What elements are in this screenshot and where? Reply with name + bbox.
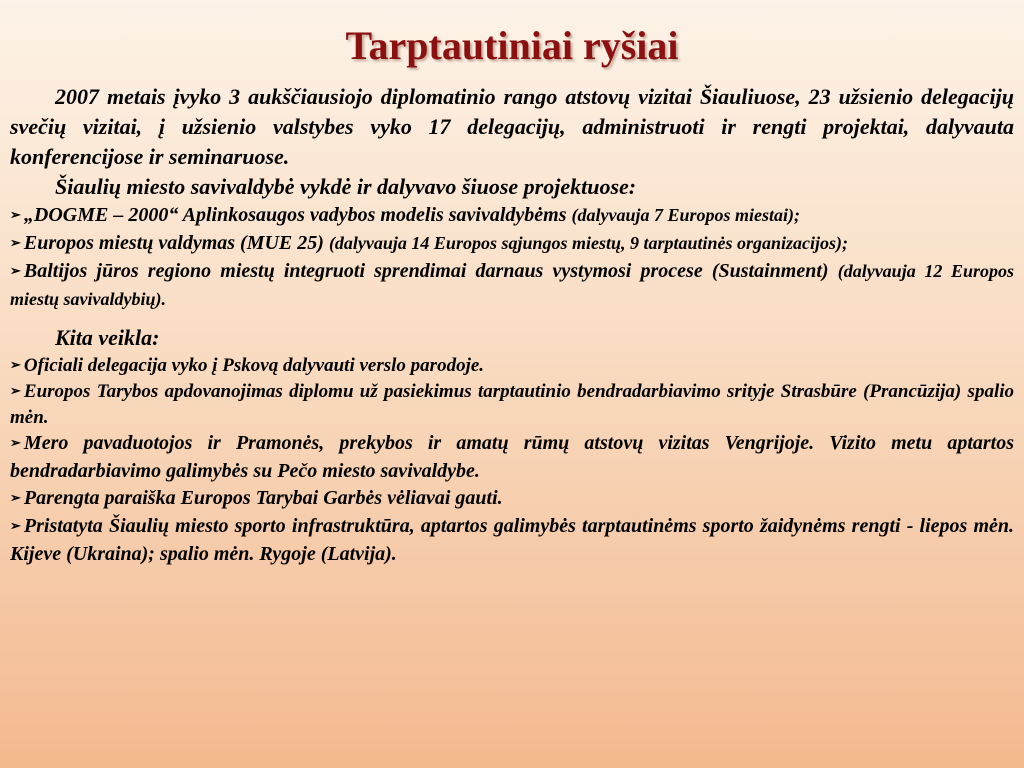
other-heading: Kita veikla: — [55, 325, 160, 350]
other-item — [10, 353, 1014, 379]
arrow-right-icon: ➢ — [10, 357, 21, 372]
project-text: „DOGME – 2000“ Aplinkosaugos vadybos modelis savivaldybėms — [23, 204, 567, 226]
arrow-right-icon: ➢ — [10, 518, 21, 533]
project-note: (dalyvauja 12 Europos miestų savivaldybių). — [10, 261, 1015, 309]
project-item — [10, 258, 1014, 313]
other-item — [10, 485, 1014, 513]
other-text: Oficiali delegacija vyko į Pskovą dalyvauti verslo parodoje. — [23, 355, 485, 376]
other-text: Europos Tarybos apdovanojimas diplomu už pasiekimus tarptautinio bendradarbiavimo srityje Strasbūre (Prancūzija) spalio mėn. — [10, 381, 1014, 428]
other-text: Mero pavaduotojos ir Pramonės, prekybos ir amatų rūmų atstovų vizitas Vengrijoje. Vizito metu aptartos bendradarbiavimo galimybės su Pečo miesto savivaldybe. — [10, 432, 1014, 482]
project-note: (dalyvauja 14 Europos sąjungos miestų, 9 tarptautinės organizacijos); — [328, 233, 849, 253]
other-item — [10, 379, 1014, 430]
arrow-right-icon: ➢ — [10, 435, 21, 450]
project-item — [10, 230, 1014, 258]
arrow-right-icon: ➢ — [10, 263, 21, 278]
other-item — [10, 430, 1014, 485]
arrow-right-icon: ➢ — [10, 383, 21, 398]
project-note: (dalyvauja 7 Europos miestai); — [571, 205, 800, 225]
arrow-right-icon: ➢ — [10, 490, 21, 505]
project-item — [10, 202, 1014, 230]
other-text: Parengta paraiška Europos Tarybai Garbės vėliavai gauti. — [23, 487, 503, 509]
project-text: Baltijos jūros regiono miestų integruoti sprendimai darnaus vystymosi procese (Sustainment) — [23, 260, 829, 282]
arrow-right-icon: ➢ — [10, 235, 21, 250]
arrow-right-icon: ➢ — [10, 207, 21, 222]
slide-title: Tarptautiniai ryšiai — [345, 23, 679, 68]
other-text: Pristatyta Šiaulių miesto sporto infrastruktūra, aptartos galimybės tarptautinėms sporto žaidynėms rengti - liepos mėn. Kijeve (Ukraina); spalio mėn. Rygoje (Latvija). — [10, 515, 1014, 565]
intro-paragraph: 2007 metais įvyko 3 aukščiausiojo diplomatinio rango atstovų vizitai Šiauliuose, 23 užsienio delegacijų svečių vizitai, į užsienio valstybes vyko 17 delegacijų, administruoti ir rengti projektai, dalyvauta konferencijose ir seminaruose. — [10, 84, 1014, 169]
other-item — [10, 513, 1014, 568]
projects-heading: Šiaulių miesto savivaldybė vykdė ir dalyvavo šiuose projektuose: — [55, 174, 637, 199]
slide-body — [10, 82, 1014, 568]
project-text: Europos miestų valdymas (MUE 25) — [23, 232, 324, 254]
